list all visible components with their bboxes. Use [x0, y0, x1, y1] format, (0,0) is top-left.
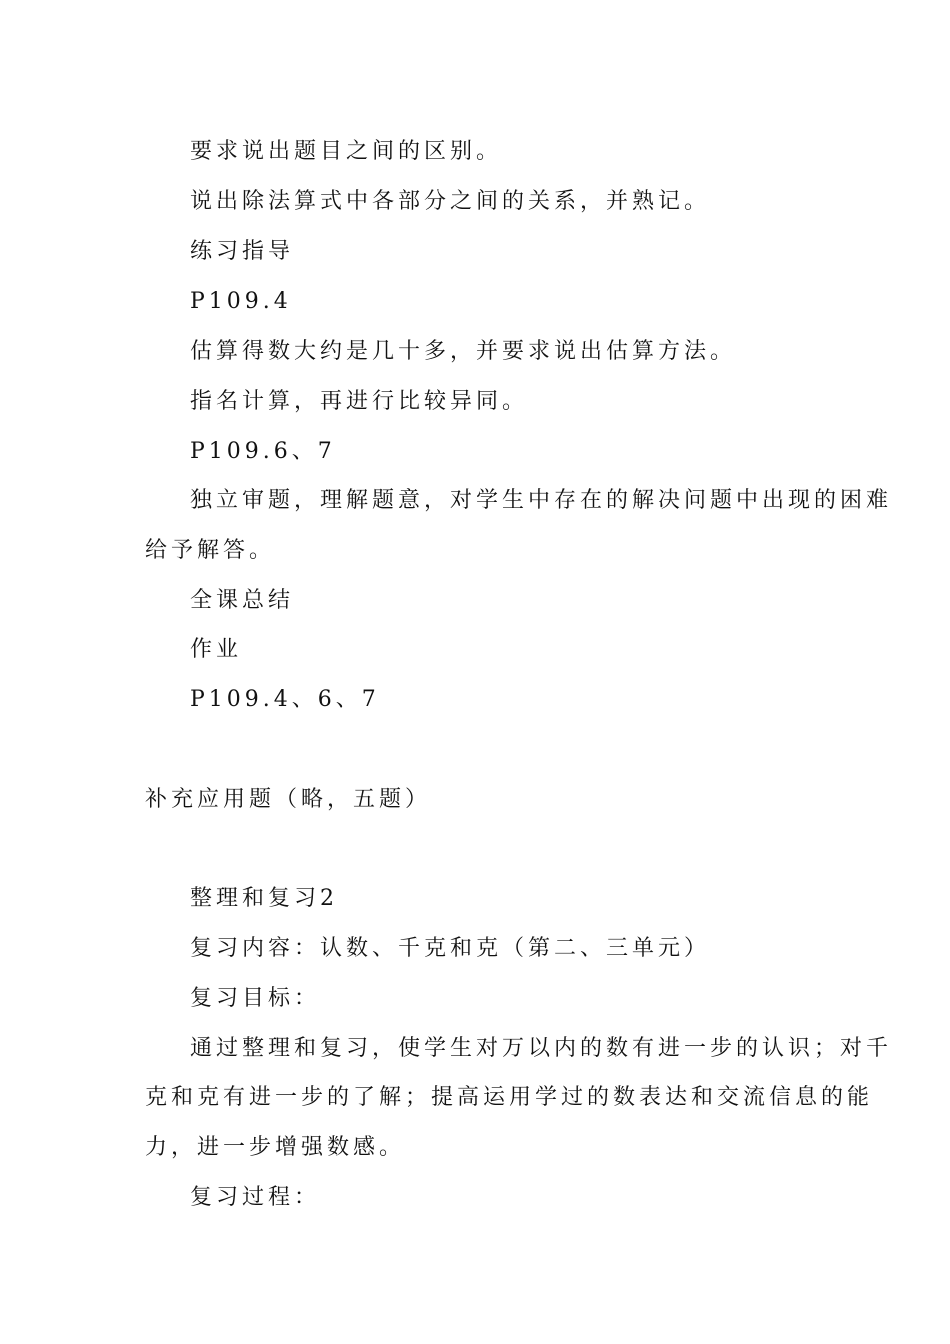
section-heading: 作业 [190, 637, 243, 662]
page-reference: P109.4 [190, 289, 292, 314]
text-line: 指名计算，再进行比较异同。 [190, 389, 529, 414]
page-reference: P109.4、6、7 [190, 687, 380, 712]
text-line: 补充应用题（略，五题） [145, 787, 432, 812]
section-heading: 练习指导 [190, 239, 295, 264]
paragraph-line: 力，进一步增强数感。 [145, 1135, 406, 1160]
paragraph-line: 给予解答。 [145, 538, 276, 563]
section-heading: 复习过程： [190, 1185, 321, 1210]
text-line: 说出除法算式中各部分之间的关系，并熟记。 [190, 189, 711, 214]
section-heading: 复习目标： [190, 986, 321, 1011]
text-line: 估算得数大约是几十多，并要求说出估算方法。 [190, 339, 737, 364]
page-reference: P109.6、7 [190, 439, 336, 464]
section-heading: 全课总结 [190, 588, 295, 613]
paragraph-line: 克和克有进一步的了解；提高运用学过的数表达和交流信息的能 [145, 1085, 874, 1110]
section-title: 整理和复习2 [190, 886, 338, 911]
paragraph-line: 独立审题，理解题意，对学生中存在的解决问题中出现的困难 [190, 488, 893, 513]
paragraph-line: 通过整理和复习，使学生对万以内的数有进一步的认识；对千 [190, 1036, 893, 1061]
text-line: 复习内容：认数、千克和克（第二、三单元） [190, 936, 711, 961]
text-line: 要求说出题目之间的区别。 [190, 139, 503, 164]
